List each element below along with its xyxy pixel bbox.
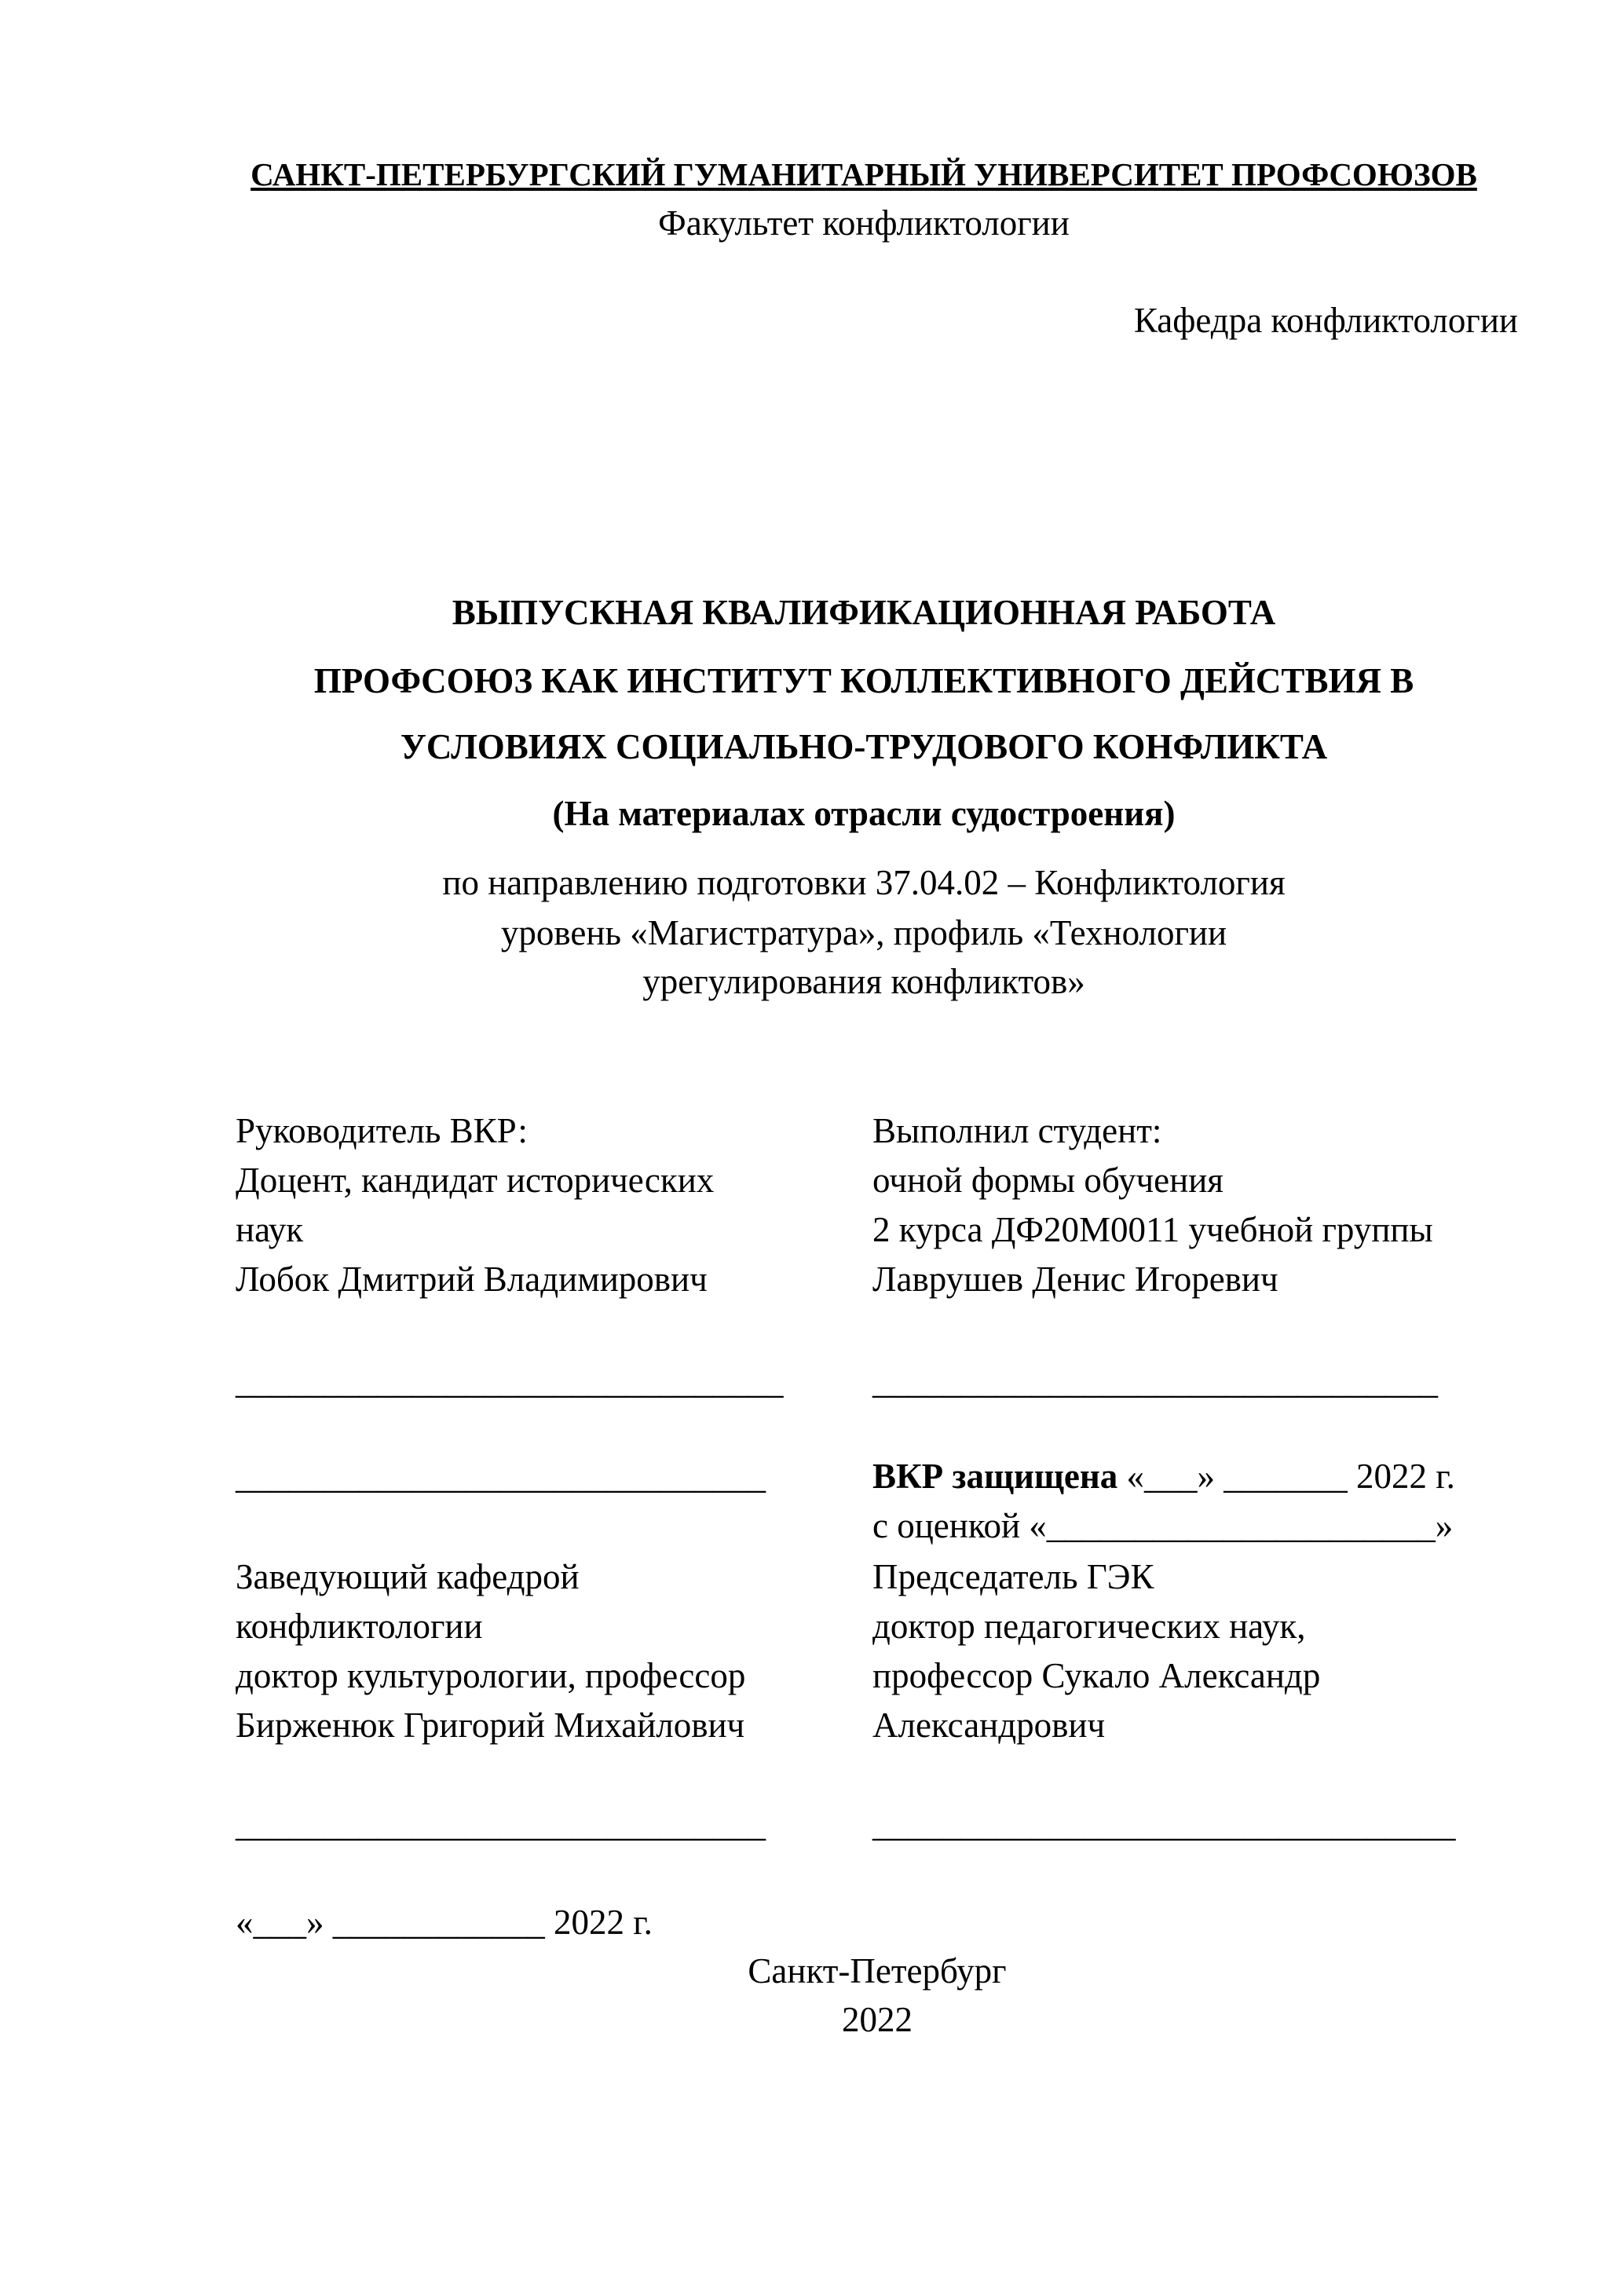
chair-title: доктор педагогических наук, bbox=[872, 1607, 1306, 1646]
city: Санкт-Петербург bbox=[748, 1951, 1007, 1991]
head-signature-line: ______________________________ bbox=[236, 1804, 766, 1844]
chair-name: профессор Сукало Александр bbox=[872, 1656, 1321, 1695]
defense-grade: с оценкой «______________________» bbox=[872, 1506, 1454, 1545]
defense-date: «___» _______ 2022 г. bbox=[1117, 1457, 1455, 1496]
defense-label: ВКР защищена bbox=[872, 1457, 1118, 1496]
work-title-line1: ПРОФСОЮЗ КАК ИНСТИТУТ КОЛЛЕКТИВНОГО ДЕЙСТВИЯ В bbox=[313, 661, 1414, 700]
head-name: Бирженюк Григорий Михайлович bbox=[236, 1706, 745, 1745]
faculty-name: Факультет конфликтологии bbox=[658, 203, 1070, 243]
student-name: Лаврушев Денис Игоревич bbox=[872, 1260, 1278, 1299]
supervisor-title: Доцент, кандидат исторических bbox=[236, 1161, 715, 1200]
direction-line1: по направлению подготовки 37.04.02 – Конфликтология bbox=[442, 863, 1286, 902]
student-form: очной формы обучения bbox=[872, 1161, 1223, 1200]
chair-name-cont: Александрович bbox=[872, 1706, 1106, 1745]
supervisor-label: Руководитель ВКР: bbox=[236, 1111, 528, 1150]
defense-status bbox=[872, 1452, 1455, 1501]
student-signature-line: ________________________________ bbox=[872, 1362, 1438, 1401]
department-name: Кафедра конфликтологии bbox=[1133, 301, 1518, 340]
supervisor-name: Лобок Дмитрий Владимирович bbox=[236, 1260, 708, 1299]
date-line: «___» ____________ 2022 г. bbox=[236, 1903, 653, 1942]
student-label: Выполнил студент: bbox=[872, 1111, 1162, 1150]
university-name: САНКТ-ПЕТЕРБУРГСКИЙ ГУМАНИТАРНЫЙ УНИВЕРСИТЕТ ПРОФСОЮЗОВ bbox=[251, 156, 1477, 192]
head-title: доктор культурологии, профессор bbox=[236, 1656, 746, 1695]
supervisor-title-cont: наук bbox=[236, 1210, 304, 1249]
work-subtitle: (На материалах отрасли судостроения) bbox=[552, 794, 1176, 833]
direction-line2: уровень «Магистратура», профиль «Технологии bbox=[500, 913, 1227, 952]
student-group: 2 курса ДФ20М0011 учебной группы bbox=[872, 1210, 1433, 1249]
year: 2022 bbox=[842, 2000, 913, 2039]
chair-signature-line: _________________________________ bbox=[872, 1804, 1456, 1844]
head-label: Заведующий кафедрой bbox=[236, 1557, 580, 1596]
supervisor-signature-line: _______________________________ bbox=[236, 1362, 784, 1401]
head-dept: конфликтологии bbox=[236, 1607, 483, 1646]
work-title-line2: УСЛОВИЯХ СОЦИАЛЬНО-ТРУДОВОГО КОНФЛИКТА bbox=[400, 727, 1328, 766]
direction-line3: урегулирования конфликтов» bbox=[642, 962, 1085, 1001]
work-type: ВЫПУСКНАЯ КВАЛИФИКАЦИОННАЯ РАБОТА bbox=[452, 593, 1276, 632]
extra-signature-line: ______________________________ bbox=[236, 1457, 766, 1496]
chair-label: Председатель ГЭК bbox=[872, 1557, 1154, 1596]
